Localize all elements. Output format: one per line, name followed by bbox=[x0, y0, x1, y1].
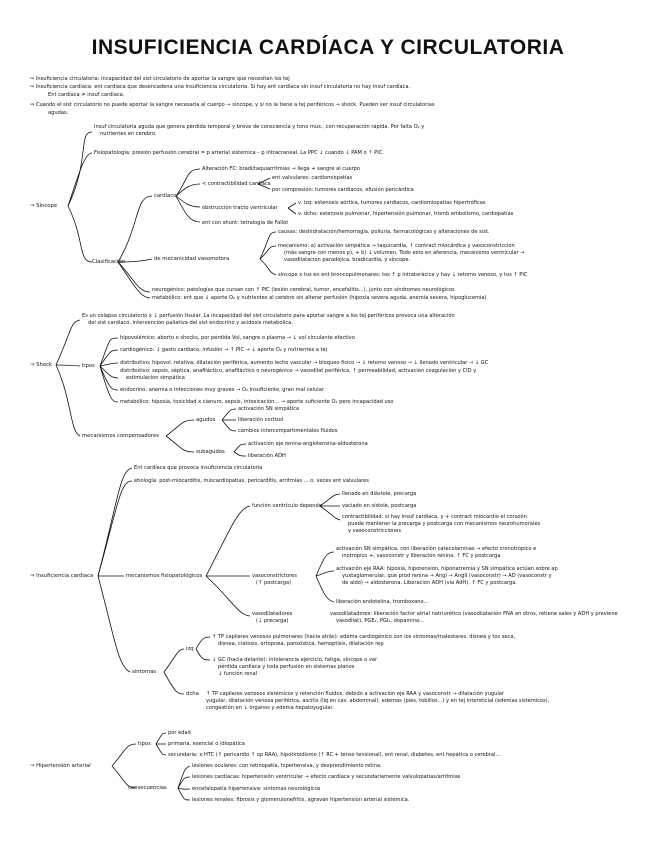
sincope-definition: Insuf circulatoria aguda que genera pérdida temporal y breve de consciencia y tono mus., con recuperación rápida. Por falta O₂ y bbox=[94, 124, 425, 130]
sincope-metabolico: metabólico: ent que ↓ aporte O₂ y nutrientes al cerebro sin alterar perfusión (hipoxia severa aguda, anemia severa, hipoglucemia) bbox=[152, 295, 487, 301]
ic-sintomas: síntomas bbox=[132, 669, 157, 675]
sincope-neurogenico: neurogénico: patologías que cursan con ↑ PIC (lesión cerebral, tumor, encefalitis...), junto con síndromes neurológicos bbox=[152, 287, 455, 293]
ic-vasodilatadores: vasodilatadores bbox=[252, 611, 293, 617]
ic-funcion-ventriculo: función ventrículo depende bbox=[252, 503, 322, 509]
cardiaco-fc: Alteración FC: bradi/taquiarritmias → llega + sangre al cuerpo bbox=[202, 166, 360, 172]
hta-label: ⇒ Hipertensión arterial bbox=[30, 763, 91, 769]
cardiaco-obstruccion: obstrucción tracto ventricular bbox=[202, 205, 278, 211]
intro-line-1: ⇒ Insuficiencia circulatoria: incapacidad del sist circulatorio de aportar la sangre que necesitan los tej bbox=[30, 76, 290, 82]
vc-raa-2: yuxtaglomerular, que prod renina → AngI → AngII (vasoconstr) → AD (vasoconstr y bbox=[342, 573, 552, 579]
shock-endocrino: endocrino: anemia o infecciones muy graves → O₂ insuficiente, gran mal celular bbox=[120, 387, 324, 393]
compensadores-subagudos: subagudos bbox=[196, 449, 225, 455]
agudos-simpatica: activación SN simpática bbox=[238, 406, 300, 412]
cardiaco-compresion: por compresión: tumores cardíacos, efusión pericárdica bbox=[272, 187, 414, 193]
agudos-fluidos: cambios intercompartimentales fluidos bbox=[238, 428, 338, 434]
vasomotora-mecanismo-2: (más sangre con menos p), + b) ↓ volumen. Todo esto en aferencia, mecanismo ventricular → bbox=[284, 250, 525, 256]
izq-gc: ↓ GC (hacia delante): intolerancia ejercicio, fatiga, síncope o ver bbox=[212, 657, 378, 663]
dcha-capilares-3: congestión en ↓ órganos y edema hepatoyugular. bbox=[206, 705, 334, 711]
cardiaco-contractibilidad: < contractibilidad cardíaca bbox=[202, 181, 271, 187]
shock-distributivo-1: distributivo: hipovol. relativa, dilatación periférica, aumento lecho vascular → bloqueo físico → ↓ retorno venoso → ↓ llenado ventricular → ↓ GC bbox=[120, 360, 489, 366]
izq-gc-3: ↓ función renal bbox=[218, 671, 258, 677]
ic-etiologia: etiología: post-miocarditis, miocardiopatías, pericarditis, arritmias ... o, veces ent valvulares bbox=[134, 478, 369, 484]
ic-vasoconstrictores: vasoconstrictores bbox=[252, 573, 297, 579]
intro-line-3: Ent cardíaca ≠ insuf cardíaca. bbox=[48, 92, 125, 98]
hta-tipo-secundaria: secundaria: x HTC (↑ pericardio ↑ op RAA), hipotiroidismo (↑ RC + tenso tensional), ent renal, diabetes, ent hepática o cerebral... bbox=[168, 752, 501, 758]
cardiaco-shunt: ent con shunt: tetralogía de Fallot bbox=[202, 220, 289, 226]
compensadores-agudos: agudos bbox=[196, 417, 216, 423]
sincope-definition-cont: nutrientes en cerebro. bbox=[100, 131, 157, 137]
vc-raa-3: de aldo) → aldosterona. Liberación ADH (vía AdH). ↑ FC y postcarga. bbox=[342, 580, 517, 586]
sincope-vasomotora: de mecanicidad vasomotora bbox=[154, 256, 230, 262]
cardiaco-valvulares: ent valvulares: cardiomiopatías bbox=[272, 175, 353, 181]
sincope-fisiopatologia: Fisiopatología: presión perfusión cerebral = p arterial sistémica – p intracraneal. La PPC ↓ cuando ↓ PAM o ↑ PIC. bbox=[94, 150, 384, 156]
hta-tipo-primaria: primaria, esencial o idiopática bbox=[168, 741, 245, 747]
ic-definition: Ent cardíaca que provoca insuficiencia circulatoria bbox=[134, 465, 263, 471]
shock-definition-cont: del sist cardíaco, intervención paliativa del sist endocrino y acidosis metabólica. bbox=[88, 320, 293, 326]
ic-mecanismos: mecanismos fisiopatológicos bbox=[126, 573, 203, 579]
fv-contractibilidad-3: y vasoconstricciones bbox=[348, 528, 401, 534]
agudos-cortisol: liberación cortisol bbox=[238, 417, 284, 423]
page-title: INSUFICIENCIA CARDÍACA Y CIRCULATORIA bbox=[91, 36, 565, 59]
hta-lesiones-cardiacas: lesiones cardíacas: hipertensión ventricular → efecto cardíaca y secundariamente valvulopatías/arritmias bbox=[192, 774, 461, 780]
hta-tipos: tipos bbox=[138, 741, 151, 747]
ic-label: ⇒ Insuficiencia cardiaca bbox=[30, 573, 94, 579]
ic-vasodilatadores-precarga: (↓ precarga) bbox=[256, 618, 289, 624]
vd-fna: vasodilatadores: liberación factor atrial natriurético (vasodilatación FNA en otros, retiene sales y ADH y previene bbox=[330, 611, 618, 617]
dcha-capilares-2: yugular, dilatación venosa periférica, ascitis (liq en cav. abdominal), edemas (pies, tobillos...) y en tej intersticial (edemas sistémicos), bbox=[206, 698, 550, 704]
hta-consecuencias: consecuencias bbox=[128, 785, 167, 791]
izq-gc-2: pérdida cardíaca y toda perfusión en sistemas planos bbox=[218, 664, 355, 670]
fv-postcarga: vaciado en sístole, postcarga bbox=[342, 503, 417, 509]
vc-raa: activación eje RAA: hipoxia, hipotensión, hiponatremia y SN simpática actúan sobre ap bbox=[336, 566, 558, 572]
shock-label: ⇒ Shock bbox=[30, 362, 53, 368]
hta-tipo-edad: por edad bbox=[168, 730, 191, 736]
vasomotora-mecanismo: mecanismo: a) activación simpática → taquicardia, ↑ contract miocárdica y vasoconstricción bbox=[278, 243, 515, 249]
obstruccion-izq: v. izq: estenosis aórtica, tumores cardíacos, cardiomiopatías hipertróficas bbox=[298, 200, 486, 206]
sincope-cardiaco: cardíaco bbox=[154, 193, 177, 199]
vc-simpatica: activación SN simpática, con liberación catecolaminas → efecto cronotrópico e bbox=[336, 546, 537, 552]
sintomas-dcha: dcha bbox=[186, 691, 199, 697]
izq-capilares: ↑ TP capilares venosos pulmonares (hacia atrás): edema cardiogénico con los síntomas/malestares, disnea y tos seca, bbox=[212, 634, 516, 640]
sincope-clasificacion: Clasificación bbox=[92, 259, 126, 265]
subagudos-adh: liberación ADH bbox=[248, 453, 286, 459]
shock-distributivo-2-cont: estimulación simpática bbox=[126, 375, 185, 381]
shock-hipovolemico: hipovolémico: aborto o shocks, por pérdida Vol, sangre o plasma → ↓ vol circulante efectivo bbox=[120, 335, 355, 341]
vasomotora-mecanismo-3: vasodilatación paradójica, bradicardia, y síncope. bbox=[284, 257, 411, 263]
vd-fna-2: vasodilat), PGE₂, PGI₂, dopamina... bbox=[336, 618, 424, 624]
shock-distributivo-2: distributivo: sepsis, séptica, anafiláctico, anafiláctico o neurogénico → vasodilat periférica, ↑ permeabilidad, activación coagulación y CID y bbox=[120, 368, 477, 374]
obstruccion-dcho: v. dcho: estenosis pulmonar, hipertensión pulmonar, tromb embolismo, cardiopatías bbox=[298, 211, 514, 217]
ic-vasoconstrictores-postcarga: (↑ postcarga) bbox=[256, 580, 292, 586]
hta-lesiones-renales: lesiones renales: fibrosis y glomerulonefritis, agravan hipertensión arterial sistémica. bbox=[192, 797, 410, 803]
intro-line-4: ⇒ Cuando el sist circulatorio no puede aportar la sangre necesaria al cuerpo → síncope, y si no la tiene a tej periféricos → shock. Pueden ser insuf circulatorias bbox=[30, 102, 435, 108]
shock-tipos: tipos bbox=[82, 363, 95, 369]
shock-metabolico: metabólico: hipoxia, toxicidad x cianuro, sepsis, intoxicación... → aporte suficiente O₂ pero incapacidad uso bbox=[120, 399, 394, 405]
fv-contractibilidad-2: puede mantener la precarga y postcarga con mecanismos neurohumorales bbox=[348, 521, 541, 527]
izq-capilares-2: disnea, ciatosis, ortopnea, paroxística, hemoptisis, dilatación rep bbox=[218, 641, 384, 647]
shock-cardiogenico: cardiogénico: ↓ gasto cardiaco, infusión → ↑ PIC → ↓ aporte O₂ y nutrientes a tej bbox=[120, 347, 328, 353]
hta-encefalopatia: encefalopatía hipertensiva: síntomas neurológicos bbox=[192, 786, 321, 792]
dcha-capilares: ↑ TP capilares venosos sistémicos y retención fluidos, debido a activación eje RAA y vasoconstr → dilatación yugular bbox=[206, 691, 505, 697]
shock-mecanismos-compensadores: mecanismos compensadores bbox=[82, 433, 159, 439]
sintomas-izq: izq bbox=[186, 646, 194, 652]
subagudos-raa: activación eje renina-angiotensina-aldosterona bbox=[248, 441, 368, 447]
intro-line-2: ⇒ Insuficiencia cardíaca: ent cardíaca que desencadena una insuficiencia circulatoria. Si hay ent cardíaca sin insuf circulatoria no hay insuf cardíaca. bbox=[30, 84, 411, 90]
shock-definition: Es un colapso circulatorio x ↓ perfusión tisular. La incapacidad del sist circulatorio para aportar sangre a los tej periféricos provoca una alteración bbox=[82, 313, 455, 319]
hta-lesiones-oculares: lesiones oculares: con retinopatía, hipertensiva, y desprendimiento retina. bbox=[192, 763, 382, 769]
fv-precarga: llenado en diástole, precarga bbox=[342, 491, 417, 497]
vasomotora-tos: síncope x tos en ent broncopulmonares: tos ↑ p intratorácica y hay ↓ retorno venoso, y tos ↑ PIC bbox=[278, 272, 528, 278]
sincope-label: ⇒ Síncope bbox=[30, 203, 58, 209]
vasomotora-causas: causas: deshidratación/hemorragia, poliuria, farmacológicas y alteraciones de sist. bbox=[278, 229, 490, 235]
vc-simpatica-2: inotrópico +, vasoconstr y liberación renina. ↑ FC y postcarga bbox=[342, 553, 501, 559]
fv-contractibilidad: contractibilidad: si hay insuf cardíaca, y + contract miocardio el corazón bbox=[342, 514, 527, 520]
vc-endotelina: liberación endotelina, tromboxano... bbox=[336, 599, 429, 605]
intro-line-5: agudas. bbox=[48, 110, 69, 116]
